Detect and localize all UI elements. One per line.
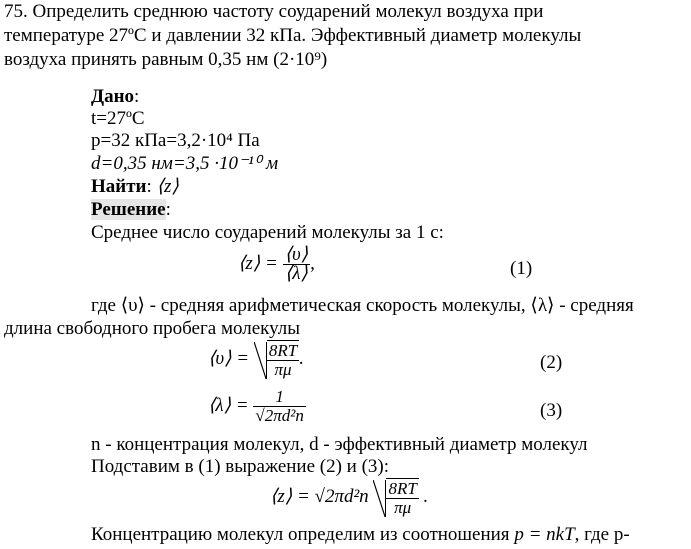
- solution-heading: [91, 199, 171, 221]
- equation-1: [238, 246, 315, 283]
- where-line-1: где ⟨υ⟩ - средняя арифметическая скорость молекулы, ⟨λ⟩ - средняя: [91, 295, 634, 316]
- eq2-number: (2): [540, 352, 563, 373]
- eq3-fraction: [253, 388, 305, 425]
- solution-colon: :: [165, 199, 171, 220]
- eq2-period: .: [299, 347, 304, 369]
- eq2-lhs: ⟨υ⟩ =: [208, 347, 250, 369]
- find-label: Найти: [91, 176, 147, 197]
- eq2-numerator: 8RT: [268, 341, 298, 360]
- equation-2: [208, 340, 304, 379]
- eq1-numerator: ⟨υ⟩: [284, 244, 309, 265]
- eq4-period: .: [423, 485, 429, 507]
- problem-statement: [4, 0, 684, 72]
- eq3-number: (3): [540, 400, 563, 421]
- substitution-line: Подставим в (1) выражение (2) и (3):: [91, 456, 390, 477]
- given-diameter: d=0,35 нм=3,5 ·10⁻¹⁰ м: [91, 153, 279, 174]
- eq1-fraction: [283, 246, 311, 283]
- equation-3: [208, 388, 306, 425]
- solution-label: Решение: [91, 199, 166, 220]
- problem-line-3: воздуха принять равным 0,35 нм (2·10⁹): [4, 49, 328, 70]
- eq4-lhs: ⟨z⟩ = √2πd²n: [270, 485, 369, 507]
- definition-line: n - концентрация молекул, d - эффективный диаметр молекул: [91, 434, 588, 455]
- eq1-number: (1): [510, 258, 533, 279]
- sqrt-symbol: [254, 340, 299, 379]
- where-line-2: длина свободного пробега молекулы: [4, 318, 301, 339]
- eq2-denominator: πμ: [274, 360, 292, 379]
- given-colon: :: [134, 86, 140, 107]
- find-value: ⟨z⟩: [156, 176, 179, 197]
- eq3-lhs: ⟨λ⟩ =: [208, 394, 249, 416]
- eq3-numerator: 1: [253, 388, 305, 407]
- problem-line-1: 75. Определить среднюю частоту соударений молекул воздуха при: [4, 1, 544, 22]
- given-label: Дано: [91, 86, 135, 107]
- given-temperature: t=27ºC: [91, 108, 145, 129]
- eq1-lhs: ⟨z⟩ =: [238, 252, 278, 274]
- given-heading: [91, 86, 139, 108]
- find-heading: [91, 175, 179, 198]
- concentration-tail: , где p-: [574, 524, 630, 545]
- eq4-numerator: 8RT: [388, 479, 417, 498]
- eq1-comma: ,: [310, 252, 315, 274]
- solution-intro: Среднее число соударений молекулы за 1 с:: [91, 222, 444, 243]
- eq1-denominator: ⟨λ⟩: [284, 263, 308, 284]
- problem-line-2: температуре 27ºС и давлении 32 кПа. Эффективный диаметр молекулы: [4, 25, 582, 46]
- concentration-text: Концентрацию молекул определим из соотношения: [91, 524, 510, 545]
- eq3-denominator: √2πd²n: [255, 406, 304, 425]
- concentration-formula: p = nkT: [514, 524, 575, 545]
- find-colon: :: [146, 176, 157, 197]
- eq4-denominator: πμ: [394, 498, 412, 517]
- sqrt-symbol: [373, 478, 418, 517]
- eq4-fraction: [386, 480, 418, 517]
- given-pressure: p=32 кПа=3,2·10⁴ Па: [91, 130, 260, 151]
- equation-4: [270, 478, 428, 517]
- eq2-fraction: [267, 342, 299, 379]
- concentration-line: [91, 524, 630, 546]
